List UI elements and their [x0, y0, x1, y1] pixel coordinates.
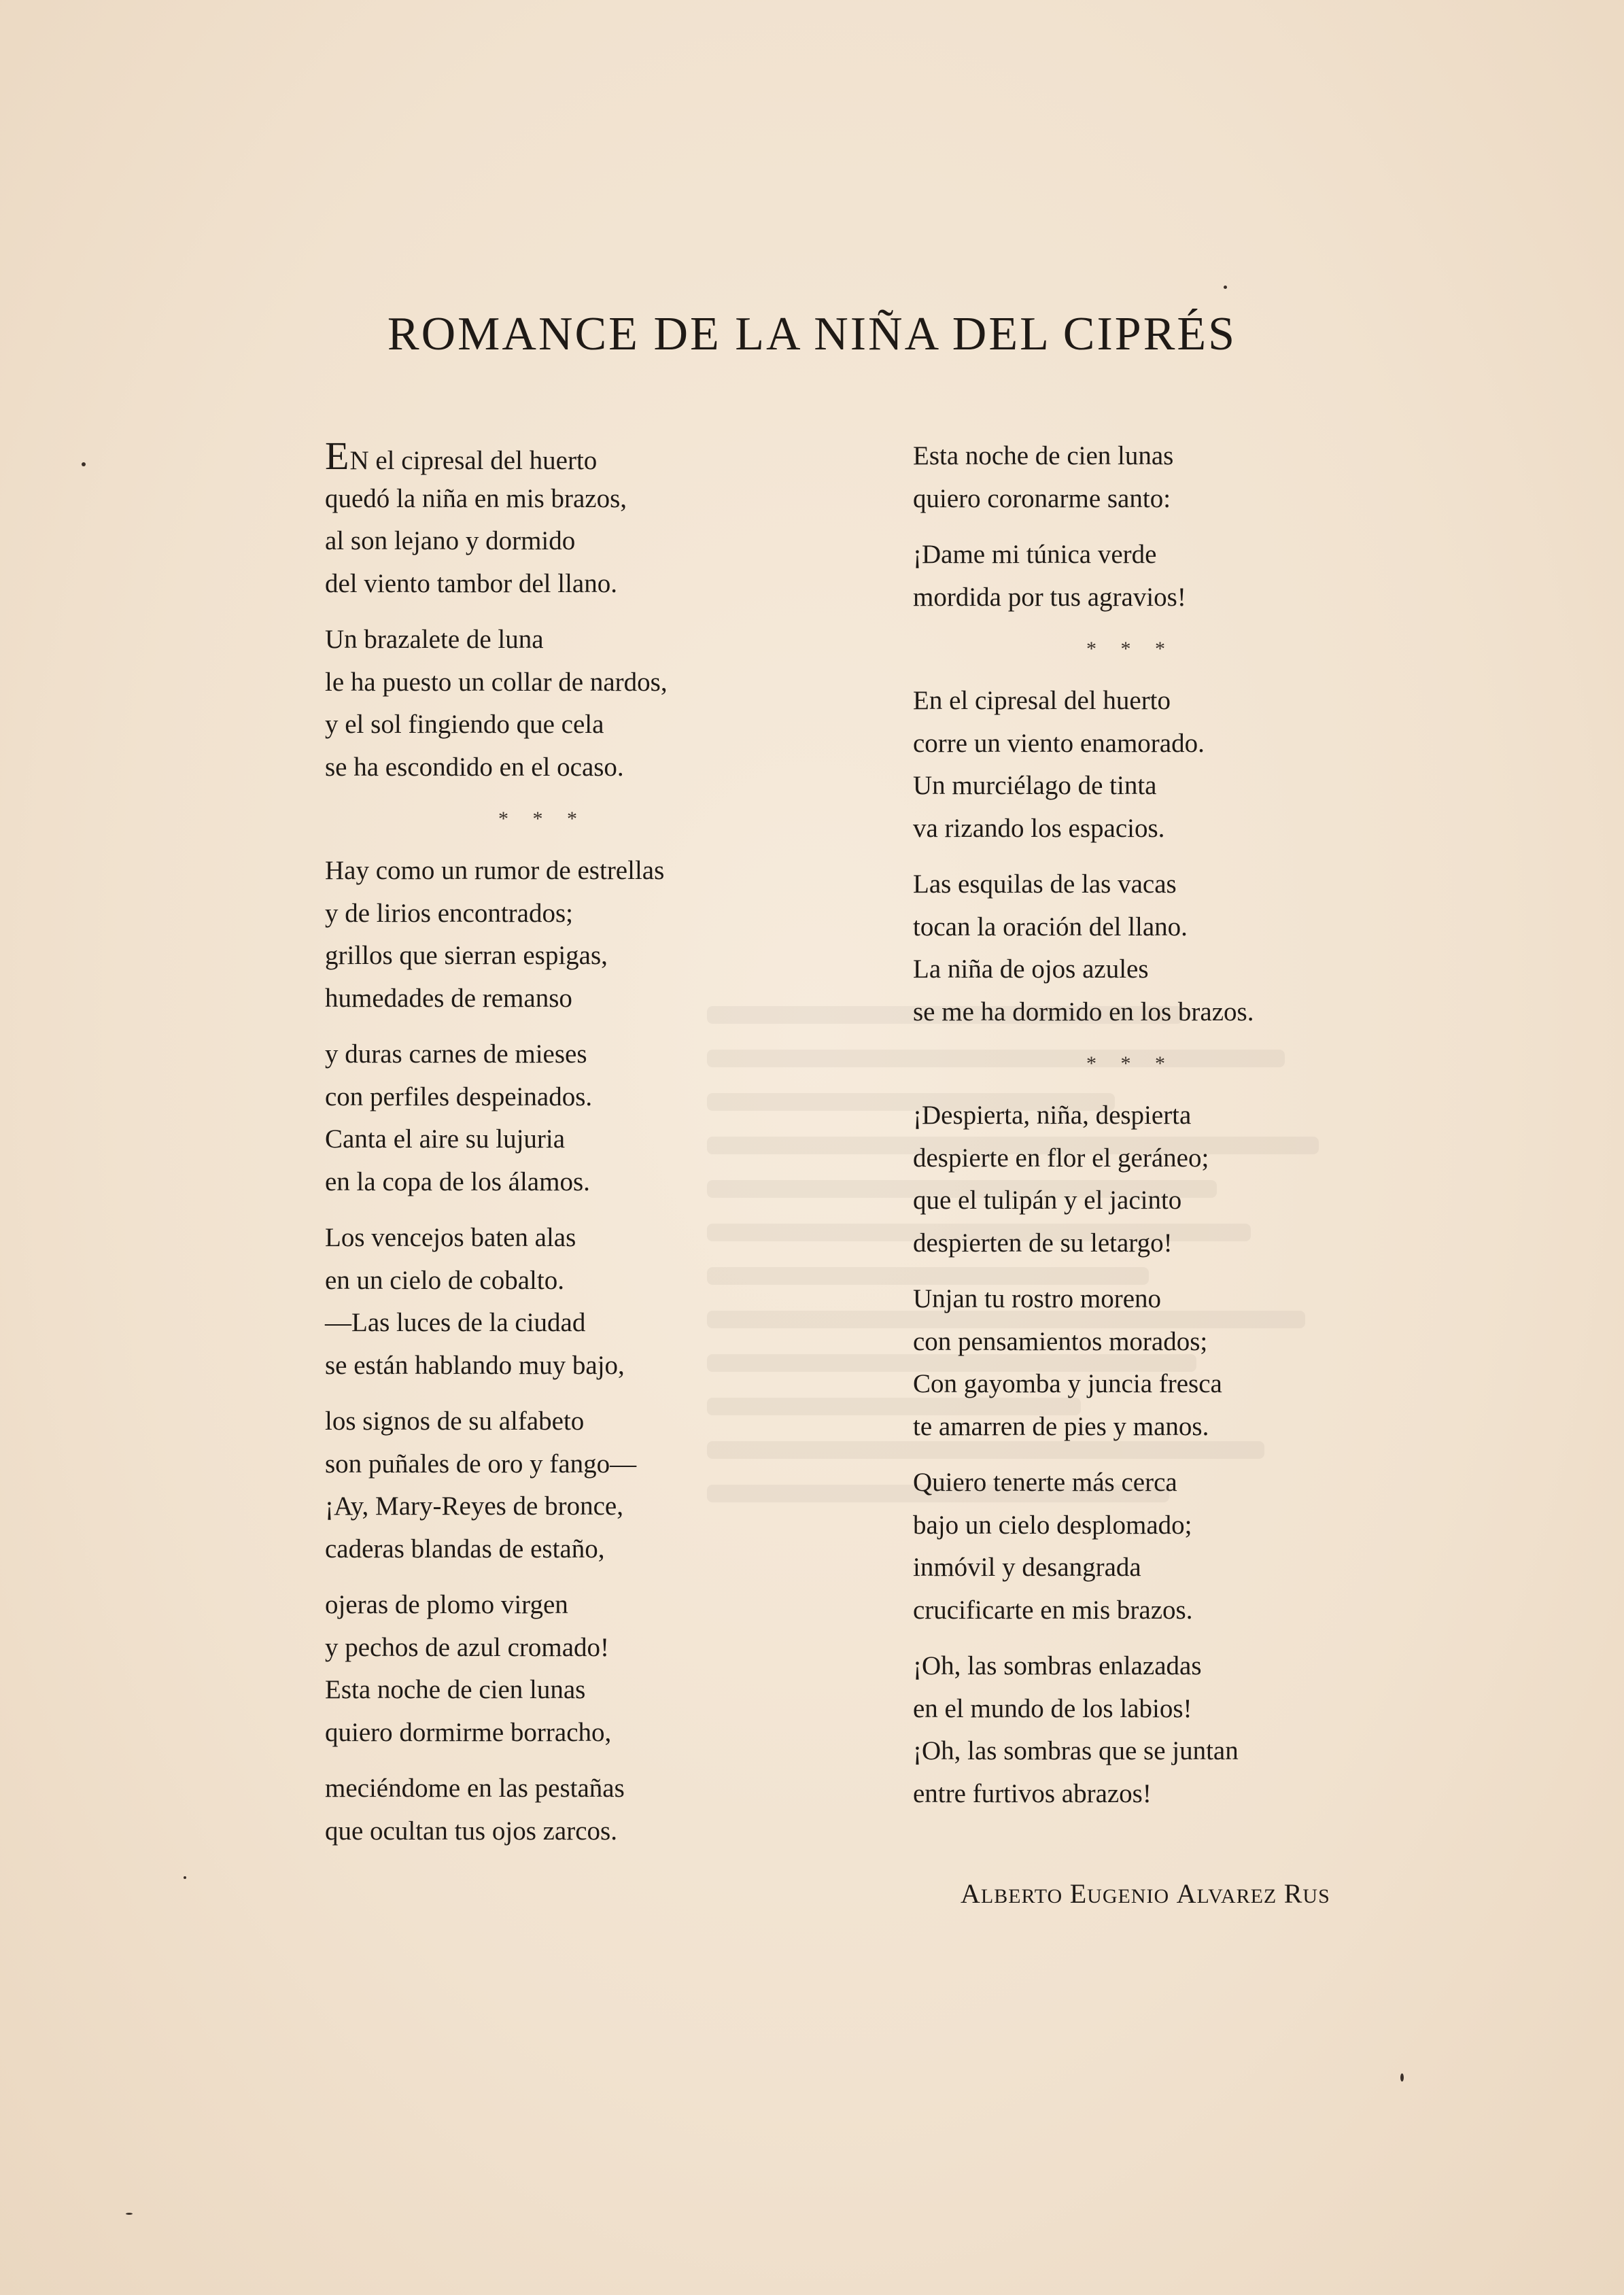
- poem-line: y el sol fingiendo que cela: [325, 710, 604, 739]
- poem-line: que ocultan tus ojos zarcos.: [325, 1816, 617, 1846]
- poem-line: Canta el aire su lujuria: [325, 1124, 566, 1154]
- poem-line: Con gayomba y juncia fresca: [913, 1369, 1222, 1398]
- poem-line: corre un viento enamorado.: [913, 728, 1205, 758]
- stanza: [325, 850, 910, 1020]
- poem-line: tocan la oración del llano.: [913, 912, 1188, 942]
- poem-line: al son lejano y dormido: [325, 526, 576, 555]
- poem-line: caderas blandas de estaño,: [325, 1534, 605, 1564]
- signature-word: LBERTO: [980, 1885, 1063, 1908]
- signature-word: LVAREZ: [1196, 1885, 1277, 1908]
- poem-line: se me ha dormido en los brazos.: [913, 997, 1254, 1026]
- poem-line: con perfiles despeinados.: [325, 1082, 593, 1111]
- section-separator: * * *: [1086, 638, 1175, 660]
- poem-left-column: [325, 435, 910, 1866]
- poem-line: con pensamientos morados;: [913, 1326, 1208, 1356]
- poem-line: en un cielo de cobalto.: [325, 1265, 564, 1295]
- poem-line: y duras carnes de mieses: [325, 1039, 587, 1069]
- poem-line: Las esquilas de las vacas: [913, 869, 1177, 899]
- poem-line: ¡Ay, Mary-Reyes de bronce,: [325, 1491, 623, 1521]
- poem-line: quiero coronarme santo:: [913, 483, 1171, 513]
- poem-line: ¡Oh, las sombras enlazadas: [913, 1651, 1202, 1680]
- signature-word: US: [1302, 1885, 1330, 1908]
- first-line-text: el cipresal del huerto: [368, 446, 598, 475]
- signature-initial: E: [1069, 1878, 1088, 1909]
- section-separator: * * *: [498, 808, 587, 830]
- poem-line: quedó la niña en mis brazos,: [325, 483, 627, 513]
- stanza: [913, 1094, 1498, 1264]
- poem-title: ROMANCE DE LA NIÑA DEL CIPRÉS: [387, 308, 1237, 360]
- stanza: [325, 435, 910, 605]
- poem-line: en la copa de los álamos.: [325, 1167, 590, 1196]
- poem-line: va rizando los espacios.: [913, 813, 1165, 843]
- poem-line: humedades de remanso: [325, 983, 572, 1013]
- stanza: [913, 680, 1498, 850]
- paper-speck: [184, 1876, 186, 1879]
- paper-speck: [1224, 286, 1227, 289]
- poem-line: mordida por tus agravios!: [913, 582, 1186, 612]
- poem-line: Esta noche de cien lunas: [325, 1675, 586, 1704]
- paper-speck: [126, 2213, 133, 2215]
- poem-line: inmóvil y desangrada: [913, 1553, 1141, 1582]
- stanza: [913, 1645, 1498, 1815]
- stanza: [325, 619, 910, 789]
- signature-initial: R: [1283, 1878, 1303, 1909]
- poem-line: son puñales de oro y fango—: [325, 1449, 637, 1479]
- section-separator: * * *: [1086, 1052, 1175, 1075]
- initial-capital: E: [325, 434, 350, 478]
- poem-line: ¡Dame mi túnica verde: [913, 540, 1157, 569]
- stanza: [913, 435, 1498, 520]
- stanza: [913, 1278, 1498, 1448]
- stanza: [325, 1584, 910, 1754]
- stanza: [325, 1217, 910, 1387]
- poem-line: Quiero tenerte más cerca: [913, 1468, 1177, 1497]
- signature-initial: A: [961, 1878, 981, 1909]
- poem-line: La niña de ojos azules: [913, 954, 1149, 984]
- signature-word: UGENIO: [1087, 1885, 1170, 1908]
- paper-speck: [82, 462, 86, 466]
- poem-line: se ha escondido en el ocaso.: [325, 752, 624, 782]
- poem-line: crucificarte en mis brazos.: [913, 1595, 1193, 1625]
- stanza: [913, 1462, 1498, 1632]
- poem-line: En el cipresal del huerto: [913, 686, 1171, 715]
- poem-line: Esta noche de cien lunas: [913, 441, 1174, 470]
- stanza: [325, 1033, 910, 1203]
- stanza: [325, 1400, 910, 1570]
- poem-line: se están hablando muy bajo,: [325, 1350, 625, 1380]
- poem-line: —Las luces de la ciudad: [325, 1308, 586, 1337]
- stanza: [913, 863, 1498, 1033]
- poem-line: meciéndome en las pestañas: [325, 1774, 625, 1803]
- first-word-rest: N: [349, 446, 369, 475]
- poem-line: del viento tambor del llano.: [325, 568, 617, 598]
- paper-speck: [1400, 2073, 1404, 2082]
- poem-line: despierte en flor el geráneo;: [913, 1143, 1209, 1173]
- signature-initial: A: [1176, 1878, 1197, 1909]
- poem-line: ¡Oh, las sombras que se juntan: [913, 1736, 1239, 1765]
- poem-line: quiero dormirme borracho,: [325, 1717, 612, 1747]
- poem-line: ojeras de plomo virgen: [325, 1590, 568, 1619]
- stanza: [325, 1767, 910, 1852]
- poem-line: que el tulipán y el jacinto: [913, 1186, 1182, 1215]
- poem-line: los signos de su alfabeto: [325, 1407, 585, 1436]
- author-signature: [961, 1878, 1330, 1910]
- poem-line: te amarren de pies y manos.: [913, 1411, 1209, 1441]
- poem-line: Hay como un rumor de estrellas: [325, 856, 665, 885]
- poem-line: bajo un cielo desplomado;: [913, 1510, 1192, 1540]
- poem-line: le ha puesto un collar de nardos,: [325, 667, 668, 697]
- poem-line: Los vencejos baten alas: [325, 1223, 576, 1252]
- poem-line: Unjan tu rostro moreno: [913, 1284, 1162, 1313]
- stanza: [913, 534, 1498, 619]
- poem-right-column: [913, 435, 1498, 1829]
- poem-line: grillos que sierran espigas,: [325, 941, 608, 970]
- poem-first-line: [325, 435, 910, 478]
- poem-line: y de lirios encontrados;: [325, 898, 573, 928]
- poem-line: y pechos de azul cromado!: [325, 1632, 609, 1662]
- poem-line: Un brazalete de luna: [325, 625, 544, 654]
- poem-line: despierten de su letargo!: [913, 1228, 1173, 1258]
- poem-line: en el mundo de los labios!: [913, 1693, 1192, 1723]
- poem-line: Un murciélago de tinta: [913, 771, 1157, 800]
- poem-line: entre furtivos abrazos!: [913, 1778, 1152, 1808]
- poem-line: ¡Despierta, niña, despierta: [913, 1101, 1192, 1130]
